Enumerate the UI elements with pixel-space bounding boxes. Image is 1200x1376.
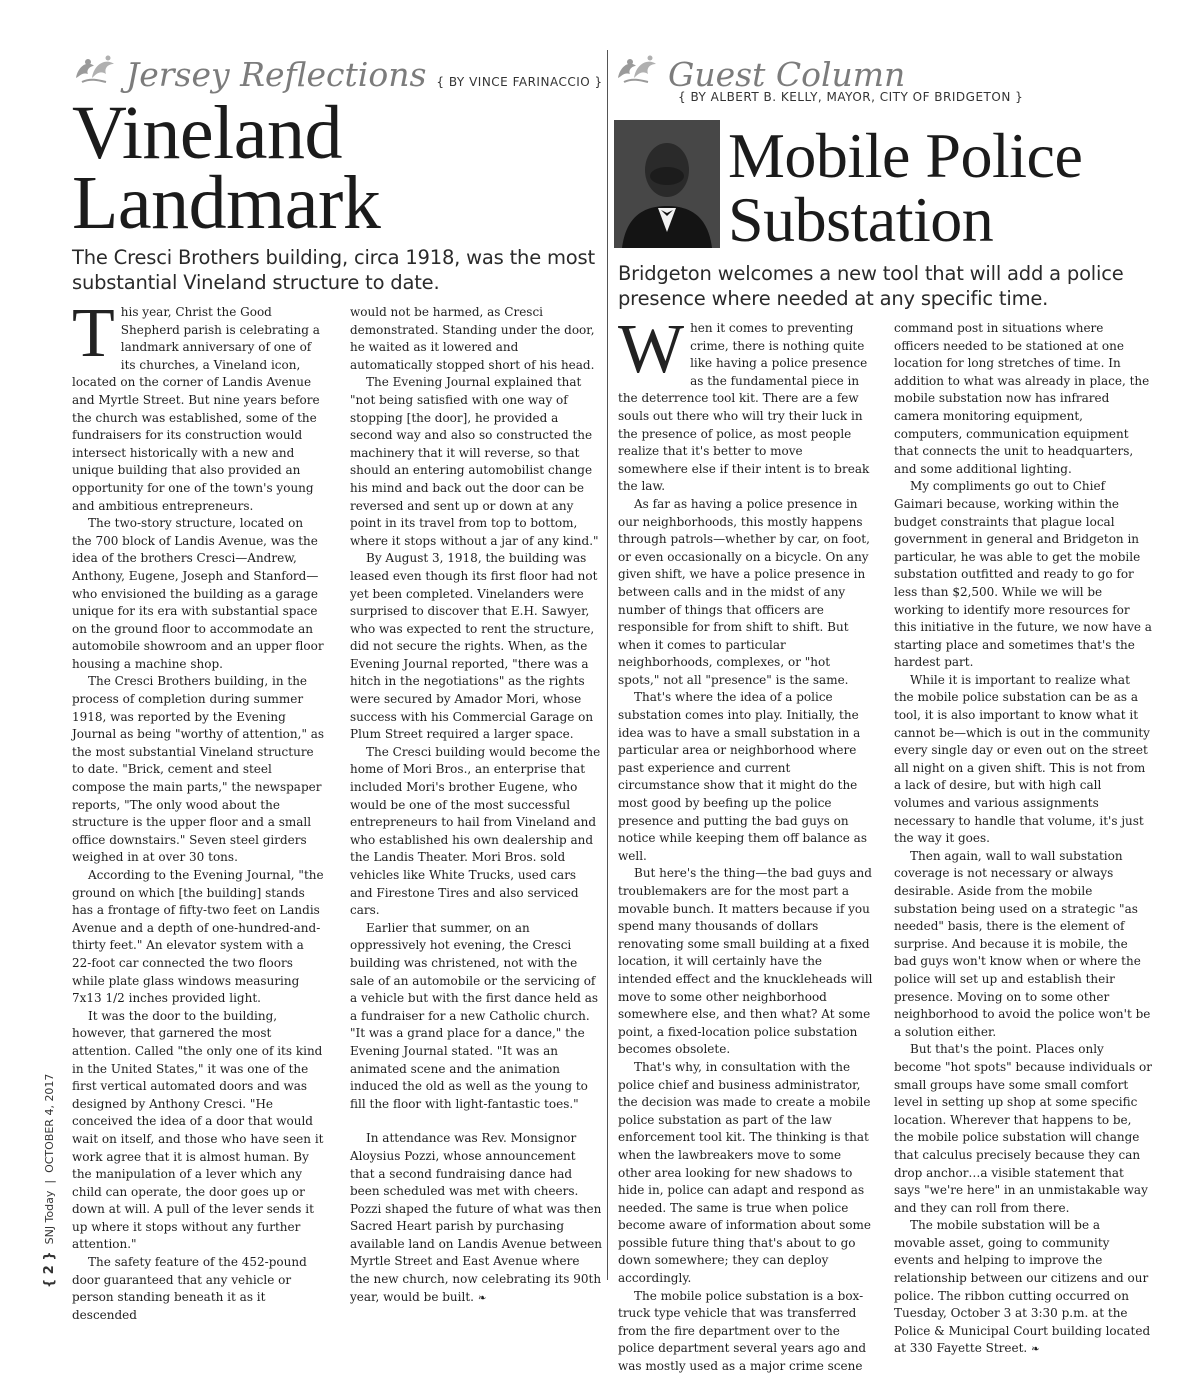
paragraph: It was the door to the building, however, that garnered the most attention. Called "the only one of its kind in the United States," it was one of the first vertical automated doors and was designed by Anthony Cresci. "He conceived the idea of a door that would wait on itself, and those who have seen it work agree that it is almost human. By the manipulation of a lever which any child can operate, the door goes up or down at will. A pull of the lever sends it up where it stops without any further attention." bbox=[72, 1008, 324, 1252]
column-1 bbox=[618, 311, 874, 1376]
page-number: { 2 } bbox=[42, 1251, 57, 1288]
floral-ornament-icon bbox=[72, 52, 118, 86]
drop-cap: W bbox=[618, 311, 685, 388]
publication-name: SNJ Today bbox=[43, 1190, 56, 1245]
paragraph: The safety feature of the 452-pound door guaranteed that any vehicle or person standing beneath it as it descended bbox=[72, 1255, 307, 1322]
headline bbox=[72, 91, 381, 245]
byline: { BY ALBERT B. KELLY, MAYOR, CITY OF BRIDGETON } bbox=[678, 90, 1024, 104]
column-2 bbox=[894, 320, 1152, 1376]
section-title: Jersey Reflections bbox=[126, 55, 427, 94]
end-mark-icon: ❧ bbox=[477, 1292, 487, 1304]
paragraph: As far as having a police presence in our neighborhoods, this mostly happens through patrols—whether by car, on foot, or even occasionally on a bicycle. On any given shift, we have a police presence in between calls and in the midst of any number of things that officers are responsible for from shift to shift. But when it comes to particular neighborhoods, complexes, or "hot spots," not all "presence" is the same. bbox=[618, 496, 870, 687]
deck: The Cresci Brothers building, circa 1918, was the most substantial Vineland structure to date. bbox=[72, 246, 595, 294]
paragraph: In attendance was Rev. Monsignor Aloysius Pozzi, whose announcement that a second fundraising dance had been scheduled was met with cheers. Pozzi shaped the future of what was then Sacred Heart parish by purchasing available land on Landis Avenue between Myrtle Street and East Avenue where the new church, now celebrating its 90th year, would be built. bbox=[350, 1131, 602, 1304]
paragraph: But that's the point. Places only become "hot spots" because individuals or small groups have some small comfort level in setting up shop at some specific location. Wherever that happens to be, the mobile police substation will change that calculus precisely because they can drop anchor…a visible statement that says "we're here" in an unmistakable way and they can roll from there. bbox=[894, 1042, 1153, 1215]
paragraph: command post in situations where officers needed to be stationed at one location for long stretches of time. In addition to what was already in place, the mobile substation now has infrared camera monitoring equipment, computers, communication equipment that connects the unit to headquarters, and some additional lighting. bbox=[894, 321, 1150, 476]
drop-cap: T bbox=[72, 295, 115, 372]
paragraph: That's where the idea of a police substation comes into play. Initially, the idea was to have a small substation in a particular area or neighborhood where past experience and current circumstance show that it might do the most good by beefing up the police presence and putting the bad guys on notice while keeping them off balance as well. bbox=[618, 690, 867, 863]
folio-separator: | bbox=[43, 1179, 56, 1184]
paragraph: Then again, wall to wall substation coverage is not necessary or always desirable. Aside from the mobile substation being used on a strategic "as needed" basis, there is the element of surprise. And because it is mobile, the bad guys won't know when or where the police will set up and establish their presence. Moving on to some other neighborhood to avoid the police won't be a solution either. bbox=[894, 848, 1151, 1039]
headline-line-1: Vineland bbox=[72, 91, 343, 175]
section-header bbox=[72, 52, 603, 94]
paragraph: My compliments go out to Chief Gaimari because, working within the budget constraints that plague local government in general and Bridgeton in particular, he was able to get the mobile substation outfitted and ready to go for less than $2,500. While we will be working to identify more resources for this initiative in the future, we now have a starting place and sometimes that's the hardest part. bbox=[894, 479, 1152, 670]
paragraph: would not be harmed, as Cresci demonstrated. Standing under the door, he waited as it lowered and automatically stopped short of his head. bbox=[350, 305, 595, 372]
paragraph: The two-story structure, located on the 700 block of Landis Avenue, was the idea of the brothers Cresci—Andrew, Anthony, Eugene, Joseph and Stanford—who envisioned the building as a garage unique for its era with substantial space on the ground floor to accommodate an automobile showroom and an upper floor housing a machine shop. bbox=[72, 516, 324, 671]
paragraph: The Evening Journal explained that "not being satisfied with one way of stopping [the door], he provided a second way and also so constructed the machinery that it will reverse, so that should an entering automobilist change his mind and back out the door can be reversed and sent up or down at any point in its travel from top to bottom, where it stops without a jar of any kind." bbox=[350, 375, 599, 548]
paragraph: The Cresci Brothers building, in the process of completion during summer 1918, was reported by the Evening Journal as being "worthy of attention," as the most substantial Vineland structure to date. "Brick, cement and steel compose the main parts," the newspaper reports, "The only wood about the structure is the upper floor and a small office downstairs." Seven steel girders weighed in at over 30 tons. bbox=[72, 674, 325, 865]
column-1 bbox=[72, 295, 326, 1324]
issue-date: OCTOBER 4, 2017 bbox=[43, 1073, 56, 1173]
headline-line-2: Landmark bbox=[72, 161, 381, 245]
paragraph: But here's the thing—the bad guys and troublemakers are for the most part a movable bunch. It matters because if you spend many thousands of dollars renovating some small building at a fixed location, it will certainly have the intended effect and the knuckleheads will move to some other neighborhood somewhere else, and then what? At some point, a fixed-location police substation becomes obsolete. bbox=[618, 866, 873, 1057]
paragraph: his year, Christ the Good Shepherd parish is celebrating a landmark anniversary of one of its churches, a Vineland icon, located on the corner of Landis Avenue and Myrtle Street. But nine years before the church was established, some of the fundraisers for its construction would intersect historically with a new and unique building that also provided an opportunity for one of the town's young and ambitious entrepreneurs. bbox=[72, 305, 320, 513]
column-divider bbox=[607, 50, 608, 1280]
paragraph: Earlier that summer, on an oppressively hot evening, the Cresci building was christened, not with the sale of an automobile or the servicing of a vehicle but with the first dance held as a fundraiser for a new Catholic church. "It was a grand place for a dance," the Evening Journal stated. "It was an animated scene and the animation induced the old as well as the young to fill the floor with light-fantastic toes." bbox=[350, 920, 599, 1111]
section-title: Guest Column bbox=[668, 55, 906, 94]
floral-ornament-icon bbox=[614, 52, 660, 86]
page-folio bbox=[42, 1074, 57, 1288]
deck: Bridgeton welcomes a new tool that will add a police presence where needed at any specific time. bbox=[618, 262, 1124, 310]
headline-line-1: Mobile Police bbox=[728, 120, 1083, 191]
paragraph: That's why, in consultation with the police chief and business administrator, the decision was made to create a mobile police substation as part of the law enforcement tool kit. The thinking is that when the lawbreakers move to some other area looking for new shadows to hide in, police can adapt and respond as needed. The same is true when police become aware of information about some possible future thing that's about to go down somewhere; they can deploy accordingly. bbox=[618, 1059, 871, 1286]
article-guest-column bbox=[614, 0, 1154, 1374]
paragraph: hen it comes to preventing crime, there is nothing quite like having a police presence as the fundamental piece in the deterrence tool kit. There are a few souls out there who will try their luck in the presence of police, as most people realize that it's better to move somewhere else if their intent is to break the law. bbox=[618, 321, 870, 494]
section-header bbox=[614, 52, 905, 94]
author-portrait bbox=[614, 120, 720, 248]
paragraph: While it is important to realize what the mobile police substation can be as a tool, it is also important to know what it cannot be—which is out in the community every single day or even out on the street all night on a given shift. This is not from a lack of desire, but with high call volumes and various assignments necessary to handle that volume, it's just the way it goes. bbox=[894, 672, 1150, 846]
paragraph: The mobile police substation is a box-truck type vehicle that was transferred from the fire department over to the police department several years ago and was mostly used as a major crime scene bbox=[618, 1288, 867, 1374]
end-mark-icon: ❧ bbox=[1031, 1344, 1040, 1356]
headline-line-2: Substation bbox=[728, 184, 994, 255]
paragraph: The mobile substation will be a movable asset, going to community events and helping to improve the relationship between our citizens and our police. The ribbon cutting occurred on Tuesday, October 3 at 3:30 p.m. at the Police & Municipal Court building located at 330 Fayette Street. bbox=[894, 1218, 1151, 1356]
byline: { BY VINCE FARINACCIO } bbox=[436, 75, 603, 89]
article-jersey-reflections bbox=[72, 0, 603, 1322]
paragraph: The Cresci building would become the home of Mori Bros., an enterprise that included Mori's brother Eugene, who would be one of the most successful entrepreneurs to hail from Vineland and who established his own dealership and the Landis Theater. Mori Bros. sold vehicles like White Trucks, used cars and Firestone Tires and also serviced cars. bbox=[350, 744, 601, 918]
body-columns bbox=[618, 311, 1153, 1376]
column-2 bbox=[350, 304, 602, 1324]
headline bbox=[728, 120, 1083, 255]
body-columns bbox=[72, 295, 602, 1324]
paragraph: By August 3, 1918, the building was leased even though its first floor had not yet been completed. Vinelanders were surprised to discover that E.H. Sawyer, who was expected to rent the structure, did not secure the rights. When, as the Evening Journal reported, "there was a hitch in the negotiations" as the rights were secured by Amador Mori, whose success with his Commercial Garage on Plum Street required a larger space. bbox=[350, 551, 598, 742]
paragraph: According to the Evening Journal, "the ground on which [the building] stands has a frontage of fifty-two feet on Landis Avenue and a depth of one-hundred-and-thirty feet." An elevator system with a 22-foot car connected the two floors while plate glass windows measuring 7x13 1/2 inches provided light. bbox=[72, 868, 324, 1006]
